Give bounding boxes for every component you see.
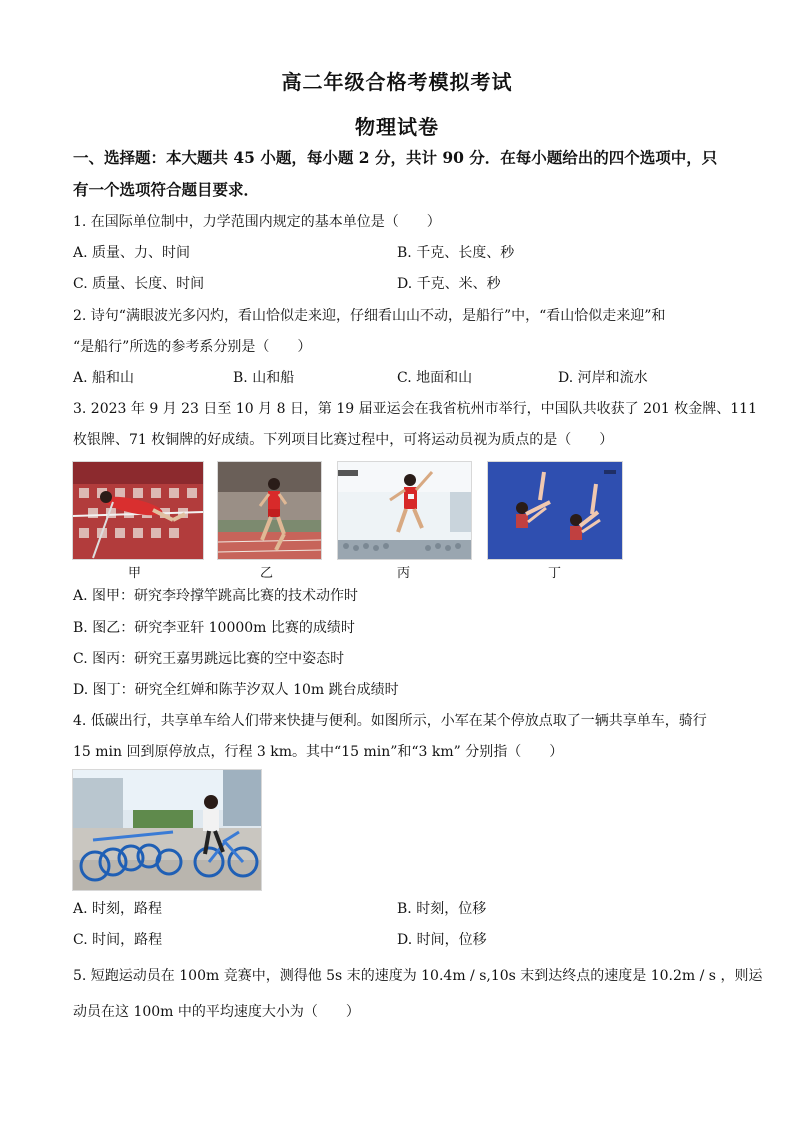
caption-yi: 乙 [260,566,274,581]
q2-stem-line2: “是船行”所选的参考系分别是（ ） [73,339,312,355]
q4-stem-line1: 4. 低碳出行，共享单车给人们带来快捷与便利。如图所示，小军在某个停放点取了一辆共享单车，骑行 [73,713,707,729]
photo-runner [217,461,322,560]
q2-option-c: C. 地面和山 [397,370,473,386]
caption-jia: 甲 [128,566,142,581]
q2-option-d: D. 河岸和流水 [558,370,648,386]
q3-option-c: C. 图丙：研究王嘉男跳远比赛的空中姿态时 [73,651,345,667]
q3-stem-line1: 3. 2023 年 9 月 23 日至 10 月 8 日，第 19 届亚运会在我省杭州市举行，中国队共收获了 201 枚金牌、111 [73,401,757,417]
section-instruction-line1: 一、选择题：本大题共 45 小题，每小题 2 分，共计 90 分．在每小题给出的四个选项中，只 [73,148,718,167]
caption-bing: 丙 [397,566,411,581]
q5-stem-line1: 5. 短跑运动员在 100m 竞赛中，测得他 5s 末的速度为 10.4m / s,10s 末到达终点的速度是 10.2m / s ，则运 [73,968,763,984]
section-instruction-line2: 有一个选项符合题目要求． [73,180,260,199]
photo-diving [487,461,623,560]
q1-option-a: A. 质量、力、时间 [73,245,191,261]
q3-option-d: D. 图丁：研究全红婵和陈芋汐双人 10m 跳台成绩时 [73,682,399,698]
q4-option-a: A. 时刻，路程 [73,901,163,917]
exam-title: 高二年级合格考模拟考试 [281,70,513,94]
q1-option-d: D. 千克、米、秒 [397,276,501,292]
q2-stem-line1: 2. 诗句“满眼波光多闪灼，看山恰似走来迎，仔细看山山不动，是船行”中，“看山恰似走来迎”和 [73,308,666,324]
photo-long-jump [337,461,472,560]
q1-stem: 1. 在国际单位制中，力学范围内规定的基本单位是（ ） [73,214,441,230]
q1-option-b: B. 千克、长度、秒 [397,245,515,261]
q4-option-d: D. 时间，位移 [397,932,487,948]
q5-stem-line2: 动员在这 100m 中的平均速度大小为（ ） [73,1004,360,1020]
q1-option-c: C. 质量、长度、时间 [73,276,205,292]
q2-option-b: B. 山和船 [233,370,295,386]
q4-stem-line2: 15 min 回到原停放点，行程 3 km。其中“15 min”和“3 km” 分别指（ ） [73,744,564,760]
q4-option-b: B. 时刻，位移 [397,901,487,917]
q3-option-a: A. 图甲：研究李玲撑竿跳高比赛的技术动作时 [73,588,359,604]
caption-ding: 丁 [548,566,562,581]
q3-option-b: B. 图乙：研究李亚轩 10000m 比赛的成绩时 [73,620,355,636]
q4-option-c: C. 时间，路程 [73,932,163,948]
photo-shared-bike [72,769,262,891]
q3-stem-line2: 枚银牌、71 枚铜牌的好成绩。下列项目比赛过程中，可将运动员视为质点的是（ ） [73,432,614,448]
photo-pole-vault [72,461,204,560]
q2-option-a: A. 船和山 [73,370,135,386]
exam-subtitle: 物理试卷 [355,115,439,139]
